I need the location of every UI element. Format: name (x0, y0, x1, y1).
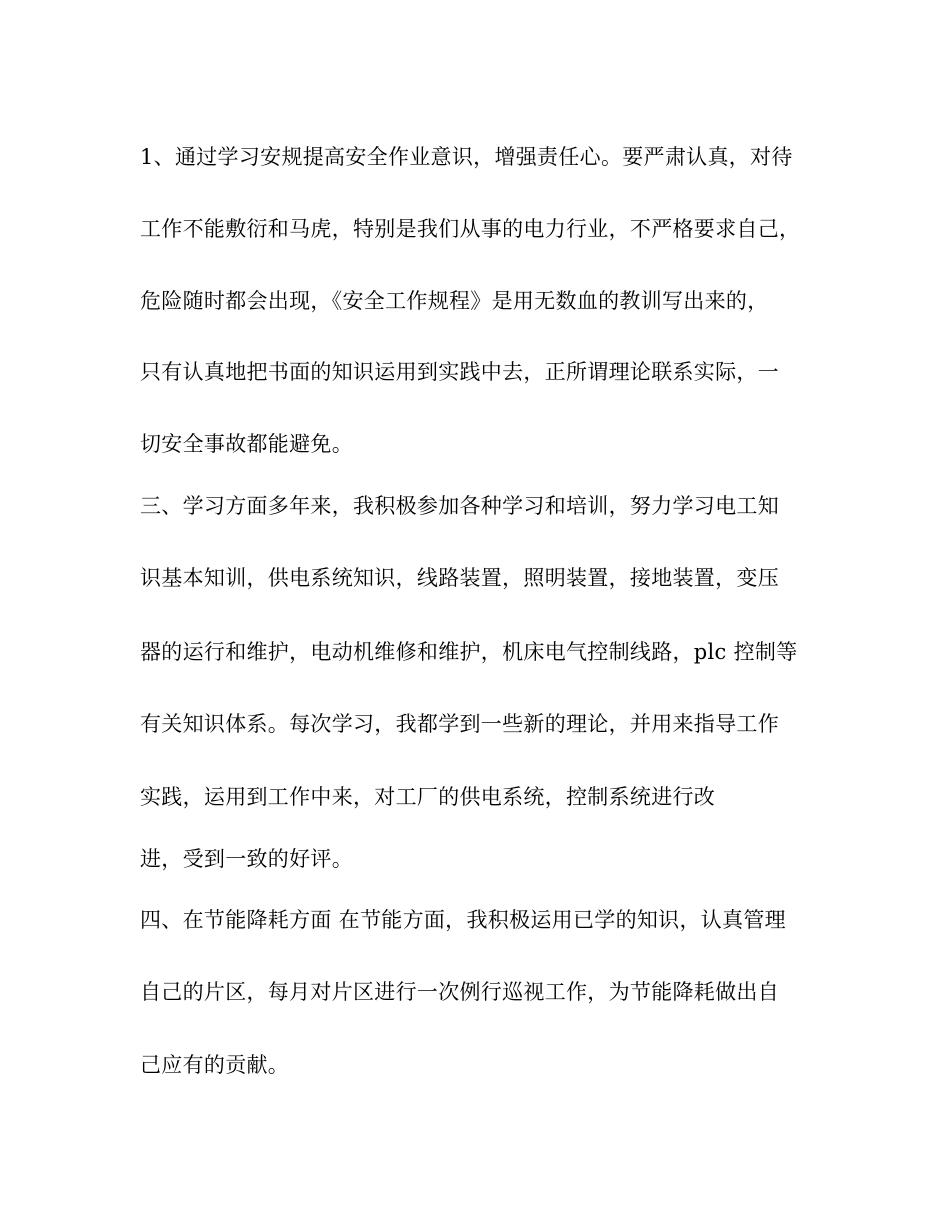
text-line: 自己的片区，每月对片区进行一次例行巡视工作，为节能降耗做出自 (140, 980, 779, 1004)
text-line: 有关知识体系。每次学习，我都学到一些新的理论，并用来指导工作 (140, 712, 779, 736)
text-line: 1、通过学习安规提高安全作业意识，增强责任心。要严肃认真，对待 (140, 145, 793, 169)
text-line: 器的运行和维护，电动机维修和维护，机床电气控制线路，plc 控制等 (140, 640, 798, 664)
text-line: 四、在节能降耗方面 在节能方面，我积极运用已学的知识，认真管理 (140, 908, 786, 932)
text-line: 三、学习方面多年来，我积极参加各种学习和培训，努力学习电工知 (140, 494, 779, 518)
text-line: 只有认真地把书面的知识运用到实践中去，正所谓理论联系实际，一 (140, 360, 779, 384)
text-line: 危险随时都会出现，《安全工作规程》是用无数血的教训写出来的， (140, 289, 769, 313)
text-line: 工作不能敷衍和马虎，特别是我们从事的电力行业，不严格要求自己， (140, 217, 801, 241)
text-line: 己应有的贡献。 (140, 1053, 290, 1077)
text-line: 进，受到一致的好评。 (140, 847, 353, 871)
text-line: 切安全事故都能避免。 (140, 432, 353, 456)
text-line: 识基本知训，供电系统知识，线路装置，照明装置，接地装置，变压 (140, 566, 779, 590)
text-line: 实践，运用到工作中来，对工厂的供电系统，控制系统进行改 (140, 785, 716, 809)
